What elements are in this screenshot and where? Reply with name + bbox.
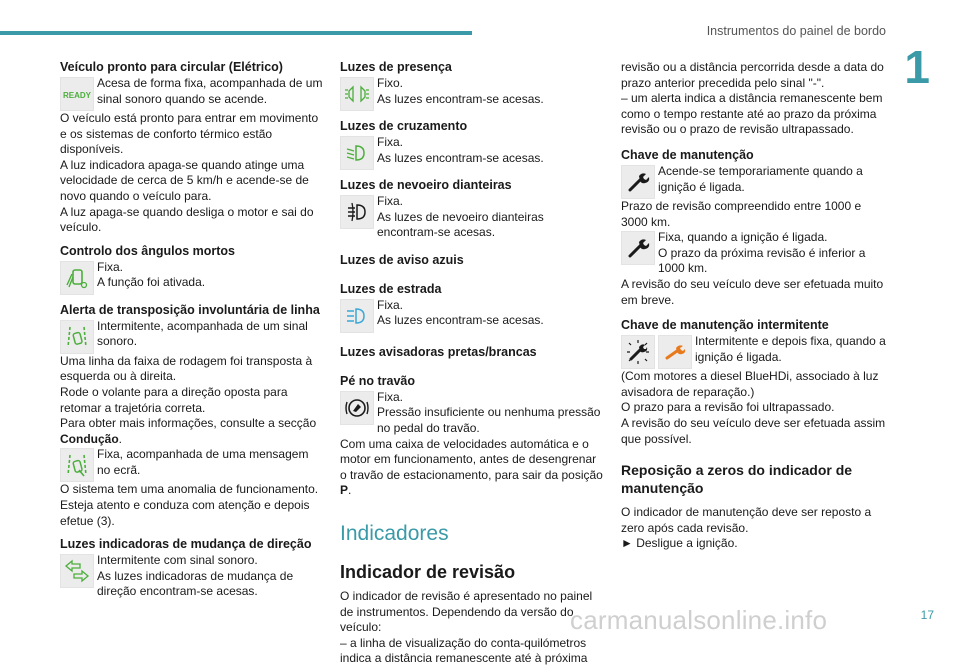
- ready-para-1: O veículo está pronto para entrar em movimento e os sistemas de conforto térmico estão disponíveis.: [60, 111, 319, 157]
- presence-text-2: As luzes encontram-se acesas.: [377, 91, 544, 106]
- wrench-text-1: Acende-se temporariamente quando a ignição é ligada.: [658, 163, 863, 194]
- wrench-heading: Chave de manutenção: [621, 147, 754, 162]
- brake-para-1: Com uma caixa de velocidades automática e o motor em funcionamento, antes de desengrenar o travão de estacionamento, para sair da posição P.: [340, 436, 603, 498]
- lane-fault-icon: [60, 448, 94, 482]
- header-accent-bar: [0, 31, 472, 35]
- ready-icon: [60, 77, 94, 111]
- turn-signal-icon: [60, 554, 94, 588]
- ready-heading: Veículo pronto para circular (Elétrico): [60, 60, 283, 74]
- brake-row: [340, 390, 605, 437]
- dipped-heading: Luzes de cruzamento: [340, 119, 468, 133]
- presence-text-1: Fixo.: [377, 76, 404, 90]
- wrench-row-2: [621, 230, 886, 277]
- turn-text-2: As luzes indicadoras de mudança de direção encontram-se acesas.: [97, 568, 294, 599]
- service-indicator-heading: Indicador de revisão: [340, 561, 516, 582]
- wrench-text-2: Fixa, quando a ignição é ligada.: [658, 230, 828, 245]
- wrench-icon: [621, 165, 655, 199]
- lane-text-2: Fixa, acompanhada de uma mensagem no ecrã.: [97, 447, 309, 477]
- column-2: [340, 56, 605, 667]
- dipped-text-2: As luzes encontram-se acesas.: [377, 150, 544, 165]
- turn-row: [60, 553, 323, 600]
- wrench-para-1: Prazo de revisão compreendido entre 1000 e 3000 km.: [621, 198, 862, 229]
- turn-heading: Luzes indicadoras de mudança de direção: [60, 537, 312, 552]
- fog-text-1: Fixa.: [377, 194, 404, 208]
- column-3: [621, 56, 886, 552]
- reset-heading: Reposição a zeros do indicador de manutenção: [621, 462, 853, 497]
- lane-text-1: Intermitente, acompanhada de um sinal sonoro.: [97, 318, 308, 349]
- lane-row-2: [60, 447, 323, 482]
- reset-para-1: O indicador de manutenção deve ser reposto a zero após cada revisão.: [621, 505, 872, 535]
- sidelights-icon: [340, 77, 374, 111]
- presence-row: [340, 76, 605, 111]
- foot-on-brake-icon: [340, 391, 374, 425]
- fog-row: [340, 194, 605, 241]
- wrench-row-1: [621, 164, 886, 199]
- wrench-flash-text-1: Intermitente e depois fixa, quando a ignição é ligada.: [695, 334, 886, 364]
- wrench-icon: [621, 231, 655, 265]
- front-fog-icon: [340, 195, 374, 229]
- wrench-flash-heading: Chave de manutenção intermitente: [621, 318, 829, 333]
- blind-spot-text-2: A função foi ativada.: [97, 275, 206, 290]
- main-beam-text-1: Fixa.: [377, 297, 404, 312]
- lane-para-4: O sistema tem uma anomalia de funcionamento. Esteja atento e conduza com atenção e depois efetue (3).: [60, 482, 319, 528]
- page-header-title: Instrumentos do painel de bordo: [706, 24, 886, 38]
- lane-para-3: Para obter mais informações, consulte a secção Condução.: [60, 416, 317, 446]
- watermark: carmanualsonline.info: [570, 605, 828, 635]
- dipped-row: [340, 135, 605, 170]
- blind-spot-heading: Controlo dos ângulos mortos: [60, 243, 235, 258]
- wrench-para-2: A revisão do seu veículo deve ser efetuada muito em breve.: [621, 276, 884, 307]
- main-beam-heading: Luzes de estrada: [340, 281, 442, 296]
- lane-para-1: Uma linha da faixa de rodagem foi transposta à esquerda ou à direita.: [60, 353, 313, 384]
- column-1: [60, 56, 323, 600]
- ready-para-3: A luz apaga-se quando desliga o motor e sai do veículo.: [60, 204, 314, 235]
- lane-para-2: Rode o volante para a direção oposta para retomar a trajetória correta.: [60, 384, 288, 415]
- indicators-title: Indicadores: [340, 521, 449, 545]
- ready-para-2: A luz indicadora apaga-se quando atinge uma velocidade de cerca de 5 km/h e acende-se de novo quando o veículo para.: [60, 157, 309, 203]
- main-beam-icon: [340, 299, 374, 333]
- chapter-number: 1: [904, 41, 930, 93]
- wrench-text-3: O prazo da próxima revisão é inferior a 1000 km.: [658, 245, 866, 276]
- blue-heading: Luzes de aviso azuis: [340, 252, 464, 267]
- service-cont-para-2: – um alerta indica a distância remanescente bem como o tempo restante até ao prazo da próxima revisão ou o prazo de revisão ultrapassado.: [621, 91, 883, 137]
- turn-text-1: Intermitente com sinal sonoro.: [97, 553, 258, 568]
- brake-heading: Pé no travão: [340, 373, 416, 388]
- service-cont-para-1: revisão ou a distância percorrida desde a data do prazo anterior precedida pelo sinal "-".: [621, 60, 884, 90]
- ready-text-1: Acesa de forma fixa, acompanhada de um sinal sonoro quando se acende.: [97, 76, 323, 106]
- bw-heading: Luzes avisadoras pretas/brancas: [340, 344, 537, 359]
- service-para-1: O indicador de revisão é apresentado no painel de instrumentos. Dependendo da versão do veículo:: [340, 588, 593, 635]
- presence-heading: Luzes de presença: [340, 60, 452, 74]
- dipped-beam-icon: [340, 136, 374, 170]
- service-para-2: – a linha de visualização do conta-quilómetros indica a distância remanescente até à próxima: [340, 635, 588, 666]
- blind-spot-icon: [60, 261, 94, 295]
- brake-text-1: Fixa.: [377, 389, 404, 404]
- wrench-orange-icon: [658, 335, 692, 369]
- reset-para-2: ► Desligue a ignição.: [621, 536, 738, 551]
- wrench-flash-para-2: O prazo para a revisão foi ultrapassado.: [621, 400, 835, 415]
- ready-row: [60, 76, 323, 111]
- brake-text-2: Pressão insuficiente ou nenhuma pressão no pedal do travão.: [377, 405, 601, 435]
- dipped-text-1: Fixa.: [377, 135, 404, 149]
- wrench-flash-row: [621, 334, 886, 369]
- svg-text:READY: READY: [62, 91, 92, 100]
- lane-departure-icon: [60, 320, 94, 354]
- lane-row-1: [60, 319, 323, 354]
- fog-heading: Luzes de nevoeiro dianteiras: [340, 178, 512, 192]
- wrench-flash-para-3: A revisão do seu veículo deve ser efetuada assim que possível.: [621, 415, 886, 446]
- blind-spot-text-1: Fixa.: [97, 259, 124, 274]
- wrench-flash-para-1: (Com motores a diesel BlueHDi, associado à luz avisadora de reparação.): [621, 369, 879, 399]
- main-beam-text-2: As luzes encontram-se acesas.: [377, 313, 544, 328]
- wrench-flashing-icon: [621, 335, 655, 369]
- blind-spot-row: [60, 260, 323, 295]
- main-beam-row: [340, 298, 605, 333]
- page-number: 17: [920, 608, 934, 622]
- lane-heading: Alerta de transposição involuntária de linha: [60, 302, 320, 317]
- fog-text-2: As luzes de nevoeiro dianteiras encontram-se acesas.: [377, 209, 544, 240]
